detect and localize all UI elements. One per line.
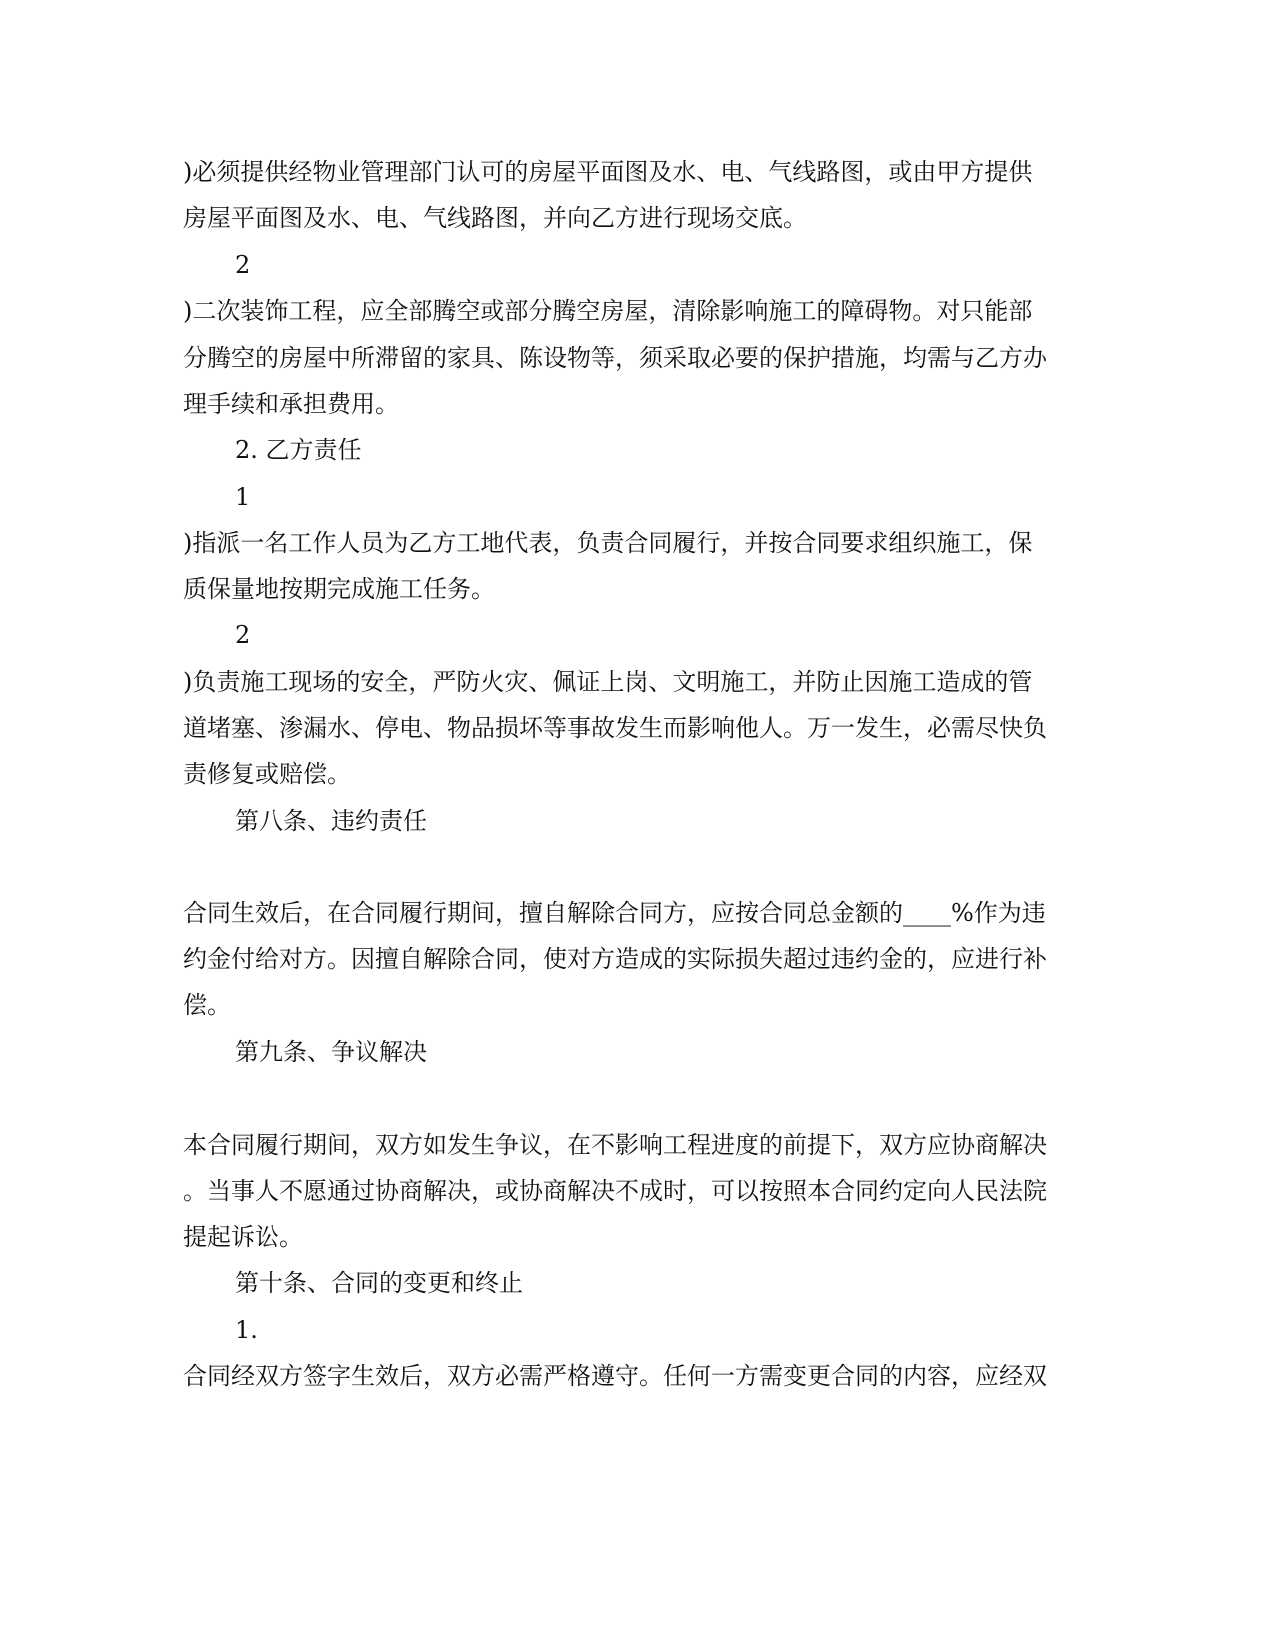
body-text-line: 本合同履行期间，双方如发生争议，在不影响工程进度的前提下，双方应协商解决 [183, 1131, 1047, 1159]
article-heading: 第十条、合同的变更和终止 [235, 1269, 523, 1297]
body-text-line: 房屋平面图及水、电、气线路图，并向乙方进行现场交底。 [183, 204, 807, 232]
body-text-line: 偿。 [183, 991, 231, 1019]
body-text-line: 理手续和承担费用。 [183, 390, 399, 418]
list-number: 1. [235, 1316, 258, 1344]
body-text-line: 合同生效后，在合同履行期间，擅自解除合同方，应按合同总金额的____%作为违 [183, 899, 1046, 927]
body-text-line: )二次装饰工程，应全部腾空或部分腾空房屋，清除影响施工的障碍物。对只能部 [183, 297, 1033, 325]
body-text-line: 提起诉讼。 [183, 1223, 303, 1251]
body-text-line: 分腾空的房屋中所滞留的家具、陈设物等，须采取必要的保护措施，均需与乙方办 [183, 344, 1047, 372]
body-text-line: 质保量地按期完成施工任务。 [183, 575, 495, 603]
article-heading: 第九条、争议解决 [235, 1038, 427, 1066]
body-text-line: )指派一名工作人员为乙方工地代表，负责合同履行，并按合同要求组织施工，保 [183, 529, 1033, 557]
section-heading: 2. 乙方责任 [235, 436, 362, 464]
body-text-line: 道堵塞、渗漏水、停电、物品损坏等事故发生而影响他人。万一发生，必需尽快负 [183, 714, 1047, 742]
article-heading: 第八条、违约责任 [235, 807, 427, 835]
list-number: 2 [235, 621, 251, 649]
list-number: 1 [235, 483, 251, 511]
body-text-line: )必须提供经物业管理部门认可的房屋平面图及水、电、气线路图，或由甲方提供 [183, 158, 1033, 186]
body-text-line: )负责施工现场的安全，严防火灾、佩证上岗、文明施工，并防止因施工造成的管 [183, 668, 1033, 696]
body-text-line: 合同经双方签字生效后，双方必需严格遵守。任何一方需变更合同的内容，应经双 [183, 1362, 1047, 1390]
list-number: 2 [235, 251, 251, 279]
body-text-line: 。当事人不愿通过协商解决，或协商解决不成时，可以按照本合同约定向人民法院 [183, 1177, 1047, 1205]
body-text-line: 责修复或赔偿。 [183, 760, 351, 788]
body-text-line: 约金付给对方。因擅自解除合同，使对方造成的实际损失超过违约金的，应进行补 [183, 945, 1047, 973]
